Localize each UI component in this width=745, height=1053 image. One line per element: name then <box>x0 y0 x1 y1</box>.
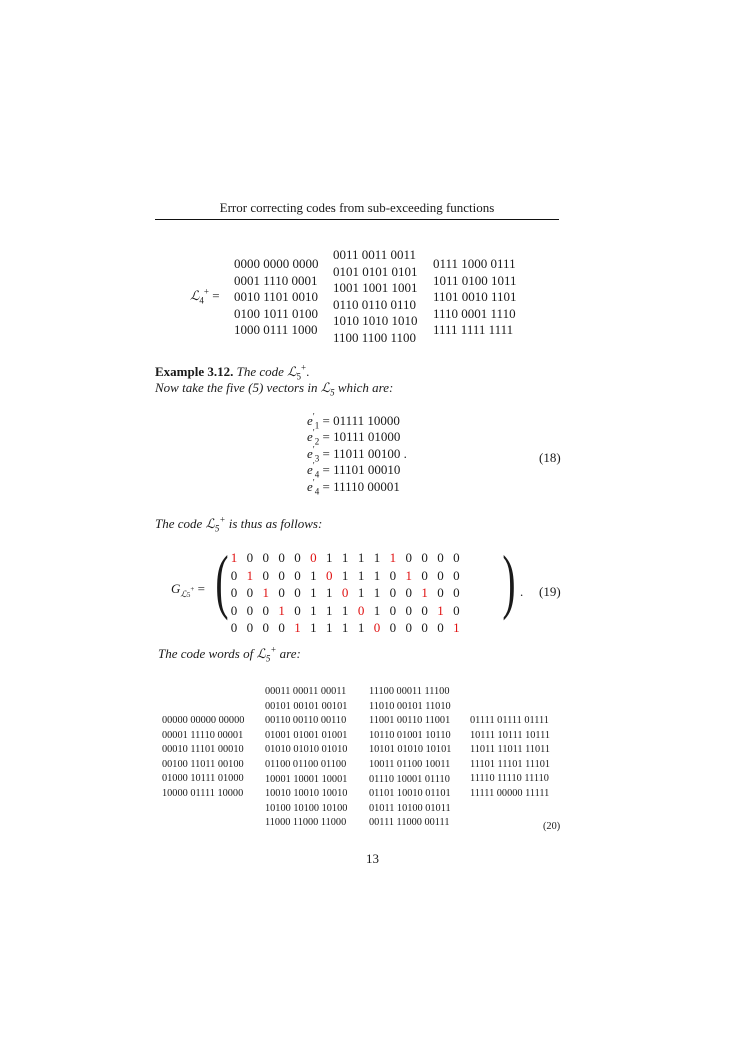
l4-row: 0100 1011 0100 <box>234 305 319 321</box>
example-heading <box>155 364 309 380</box>
codeword: 10100 10100 10100 <box>265 802 348 814</box>
l4-sub: 4 <box>199 295 204 306</box>
example-line2-symbol: ℒ <box>320 380 331 395</box>
l4-row: 1100 1100 1100 <box>333 329 417 345</box>
matrix-row <box>226 584 464 602</box>
matrix-cell: 0 <box>389 585 397 601</box>
codeword: 00110 00110 00110 <box>265 715 347 727</box>
vector-list <box>307 413 407 495</box>
thus-sup: + <box>219 514 226 525</box>
codeword: 01010 01010 01010 <box>265 744 348 756</box>
matrix-cell: 1 <box>262 585 269 601</box>
matrix-row <box>226 567 464 585</box>
matrix-row <box>226 602 464 620</box>
matrix-cell: 0 <box>437 550 444 565</box>
l4-code-block <box>190 236 530 346</box>
words-tail: are: <box>279 646 301 661</box>
l4-equals: = <box>212 288 220 303</box>
codeword: 10010 10010 10010 <box>265 788 348 800</box>
matrix-cell: 0 <box>294 602 301 618</box>
l4-row: 0110 0110 0110 <box>333 296 417 312</box>
codeword: 11001 00110 11001 <box>369 715 451 727</box>
matrix-cell: 0 <box>230 620 238 636</box>
codeword: 01101 10010 01101 <box>369 788 451 800</box>
l4-row: 0011 0011 0011 <box>333 247 417 262</box>
example-period: . <box>306 364 310 379</box>
l4-row: 1001 1001 1001 <box>333 280 418 296</box>
matrix-cell: 1 <box>246 567 254 583</box>
example-line2 <box>155 380 393 396</box>
l4-row: 0001 1110 0001 <box>234 272 318 288</box>
matrix-cell: 0 <box>421 550 428 565</box>
l4-symbol: ℒ <box>190 288 200 303</box>
matrix-cell: 1 <box>310 602 317 618</box>
generator-sub-symbol: ℒ <box>180 588 187 599</box>
example-text: The code <box>236 364 284 379</box>
matrix-cell: 1 <box>357 567 365 583</box>
matrix-cell: 0 <box>246 602 254 618</box>
codewords-col4 <box>470 714 550 802</box>
codeword: 11000 11000 11000 <box>265 817 347 829</box>
l4-row: 1000 0111 1000 <box>234 322 318 338</box>
matrix-cell: 0 <box>373 620 381 636</box>
equation-number-18: (18) <box>539 450 561 465</box>
matrix-cell: 0 <box>357 602 365 618</box>
matrix-cell: 1 <box>341 602 349 618</box>
matrix-cell: 1 <box>373 567 381 583</box>
codeword: 11100 00011 11100 <box>369 686 450 697</box>
codewords-col1 <box>162 714 244 802</box>
matrix-cell: 0 <box>405 620 412 636</box>
l4-row: 0111 1000 0111 <box>433 256 516 271</box>
matrix-cell: 0 <box>437 585 444 601</box>
codeword: 11111 00000 11111 <box>470 787 550 799</box>
thus-symbol: ℒ <box>205 516 215 531</box>
matrix-cell: 0 <box>262 567 269 583</box>
matrix-row <box>226 619 464 637</box>
matrix-cell: 1 <box>341 550 349 565</box>
thus-text: The code <box>155 516 203 531</box>
matrix-cell: 0 <box>405 602 412 618</box>
matrix-cell: 1 <box>373 585 381 601</box>
codeword: 00001 11110 00001 <box>162 729 244 741</box>
vector-row: $e'_1 = 01111$ 10000 <box>307 411 400 431</box>
l4-col2 <box>333 247 418 347</box>
matrix-cell: 0 <box>389 620 397 636</box>
matrix-cell: 0 <box>437 567 444 583</box>
equation-number-20: (20) <box>543 821 561 832</box>
matrix-cell: 0 <box>405 585 412 601</box>
matrix-cell: 0 <box>294 567 301 583</box>
example-code-sup: + <box>301 362 307 373</box>
matrix-cell: 1 <box>357 620 365 636</box>
matrix-cell: 0 <box>389 602 397 618</box>
example-line2-sub: 5 <box>330 387 335 398</box>
words-sub: 5 <box>265 653 271 664</box>
codeword: 01110 10001 01110 <box>369 773 450 785</box>
matrix-cell: 0 <box>326 567 333 583</box>
l4-sup: + <box>203 286 209 297</box>
codewords-col2 <box>265 685 347 831</box>
generator-symbol: G <box>171 581 181 596</box>
matrix-cell: 0 <box>421 620 428 636</box>
page-number: 13 <box>366 851 379 866</box>
matrix-cell: 1 <box>230 550 238 565</box>
matrix-cell: 0 <box>453 585 460 601</box>
codeword: 11011 11011 11011 <box>470 744 551 756</box>
matrix-cell: 0 <box>246 550 254 565</box>
matrix-cell: 1 <box>373 550 381 565</box>
codeword: 10001 10001 10001 <box>265 773 348 785</box>
generator-matrix <box>226 549 464 637</box>
example-code-sub: 5 <box>296 371 302 382</box>
matrix-cell: 0 <box>278 585 285 601</box>
matrix-cell: 0 <box>278 620 285 636</box>
thus-sub: 5 <box>214 523 220 534</box>
codeword: 00011 00011 00011 <box>265 686 347 697</box>
l4-row: 1011 0100 1011 <box>433 272 517 288</box>
codeword: 10000 01111 10000 <box>162 787 244 799</box>
matrix-cell: 0 <box>278 567 285 583</box>
matrix-cell: 0 <box>230 602 238 618</box>
codeword: 01111 01111 01111 <box>470 715 549 726</box>
l4-row: 0000 0000 0000 <box>234 256 319 271</box>
vector-row: $e'_2 = 10111$ 01000 <box>307 428 401 447</box>
matrix-cell: 1 <box>389 550 397 565</box>
l4-col1 <box>234 256 319 339</box>
left-paren: ( <box>215 541 229 621</box>
matrix-cell: 0 <box>453 550 460 565</box>
vector-row: $e'_4 = 11110$ 00001 <box>307 477 400 497</box>
matrix-cell: 1 <box>326 620 333 636</box>
vector-row: $e'_3 = 11011$ 00100 . <box>307 444 407 464</box>
l4-row: 1010 1010 1010 <box>333 313 418 329</box>
matrix-cell: 1 <box>278 602 285 618</box>
codeword: 00111 11000 00111 <box>369 817 450 829</box>
matrix-cell: 0 <box>421 567 428 583</box>
codeword: 01000 10111 01000 <box>162 773 244 785</box>
codeword: 10101 01010 10101 <box>369 744 452 756</box>
matrix-cell: 0 <box>389 567 397 583</box>
matrix-cell: 0 <box>294 585 301 601</box>
thus-tail: is thus as follows: <box>228 516 323 531</box>
codeword: 00101 00101 00101 <box>265 700 348 712</box>
equation-number-19: (19) <box>539 584 561 599</box>
matrix-cell: 1 <box>357 550 365 565</box>
codeword: 01011 10100 01011 <box>369 802 451 814</box>
codewords-col3 <box>369 685 451 831</box>
example-line2-tail: which are: <box>337 380 394 395</box>
matrix-cell: 0 <box>246 585 254 601</box>
matrix-cell: 1 <box>294 620 301 636</box>
codeword: 11110 11110 11110 <box>470 773 549 785</box>
matrix-cell: 0 <box>421 602 428 618</box>
example-code-symbol: ℒ <box>287 364 297 379</box>
matrix-cell: 1 <box>326 585 333 601</box>
right-paren: ) <box>502 541 516 621</box>
matrix-cell: 0 <box>341 585 349 601</box>
matrix-row <box>226 549 464 567</box>
matrix-cell: 1 <box>326 550 333 565</box>
l4-row: 1110 0001 1110 <box>433 305 516 321</box>
generator-sub-sub: 5 <box>186 590 191 599</box>
codewords-line <box>158 646 301 662</box>
l4-row: 1101 0010 1101 <box>433 289 517 305</box>
running-header: Error correcting codes from sub-exceeding functions <box>155 200 559 220</box>
generator-label <box>171 581 205 597</box>
codeword: 00100 11011 00100 <box>162 758 244 770</box>
codeword: 01001 01001 01001 <box>265 729 348 741</box>
matrix-cell: 1 <box>421 585 428 601</box>
matrix-cell: 0 <box>437 620 444 636</box>
matrix-cell: 0 <box>405 550 412 565</box>
matrix-cell: 1 <box>341 620 349 636</box>
matrix-cell: 1 <box>341 567 349 583</box>
matrix-cell: 0 <box>310 550 317 565</box>
codeword: 00010 11101 00010 <box>162 744 244 756</box>
generator-period: . <box>520 584 524 599</box>
l4-label <box>190 288 220 305</box>
matrix-cell: 1 <box>437 602 444 618</box>
words-text: The code words of <box>158 646 254 661</box>
matrix-cell: 0 <box>230 585 238 601</box>
matrix-cell: 1 <box>326 602 333 618</box>
codeword: 10011 01100 10011 <box>369 758 451 770</box>
matrix-cell: 0 <box>262 550 269 565</box>
matrix-cell: 0 <box>230 567 238 583</box>
words-sup: + <box>270 644 277 655</box>
codeword: 10111 10111 10111 <box>470 729 551 741</box>
matrix-cell: 0 <box>262 602 269 618</box>
l4-row: 0010 1101 0010 <box>234 289 319 305</box>
matrix-cell: 0 <box>453 567 460 583</box>
codeword: 01100 01100 01100 <box>265 758 347 770</box>
l4-row: 0101 0101 0101 <box>333 263 418 279</box>
matrix-cell: 0 <box>262 620 269 636</box>
matrix-cell: 1 <box>310 567 317 583</box>
matrix-cell: 1 <box>405 567 412 583</box>
l4-row: 1111 1111 1111 <box>433 322 514 338</box>
matrix-cell: 0 <box>453 602 460 618</box>
matrix-cell: 1 <box>310 620 317 636</box>
matrix-cell: 0 <box>246 620 254 636</box>
generator-sub-sup: + <box>190 584 195 593</box>
example-label: Example 3.12. <box>155 364 234 379</box>
codeword: 11010 00101 11010 <box>369 700 451 712</box>
vector-row: $e'_4 = 11101$ 00010 <box>307 460 401 480</box>
matrix-cell: 1 <box>310 585 317 601</box>
matrix-cell: 0 <box>278 550 285 565</box>
matrix-cell: 1 <box>373 602 381 618</box>
words-symbol: ℒ <box>256 646 266 661</box>
l4-col3 <box>433 256 517 339</box>
codeword: 10110 01001 10110 <box>369 729 451 741</box>
generator-equals: = <box>197 581 205 596</box>
matrix-cell: 0 <box>294 550 301 565</box>
codeword: 00000 00000 00000 <box>162 715 245 726</box>
codeword: 11101 11101 11101 <box>470 758 551 770</box>
thus-line <box>155 516 322 532</box>
matrix-cell: 1 <box>453 620 460 636</box>
example-line2-text: Now take the five (5) vectors in <box>155 380 318 395</box>
matrix-cell: 1 <box>357 585 365 601</box>
